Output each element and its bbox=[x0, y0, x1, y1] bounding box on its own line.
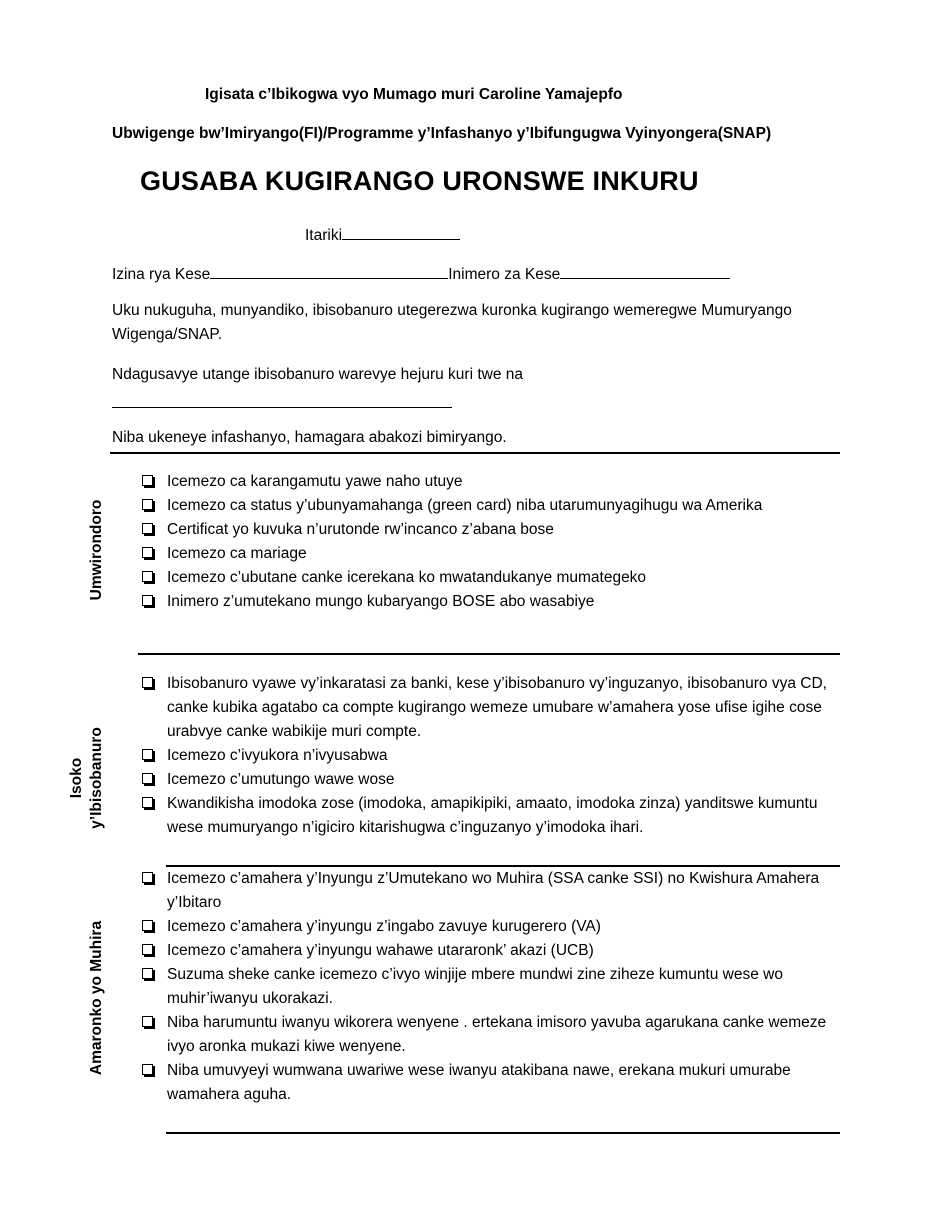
return-to-field[interactable] bbox=[112, 392, 452, 408]
checkbox-icon[interactable] bbox=[142, 1064, 153, 1075]
agency-name: Igisata c’Ibikogwa vyo Mumago muri Caroline Yamajepfo bbox=[205, 86, 623, 103]
case-number-label: Inimero za Kese bbox=[448, 266, 561, 283]
checklist-item[interactable]: Icemezo c’umutungo wawe wose bbox=[140, 768, 840, 792]
request-paragraph: Ndagusavye utange ibisobanuro warevye hejuru kuri twe na bbox=[112, 366, 523, 383]
checkbox-icon[interactable] bbox=[142, 1016, 153, 1027]
checkbox-icon[interactable] bbox=[142, 944, 153, 955]
checklist-item[interactable]: Inimero z’umutekano mungo kubaryango BOSE abo wasabiye bbox=[140, 590, 840, 614]
checklist-item[interactable]: Icemezo c’amahera y’inyungu z’ingabo zavuye kurugerero (VA) bbox=[140, 915, 840, 939]
checkbox-icon[interactable] bbox=[142, 571, 153, 582]
intro-paragraph: Uku nukuguha, munyandiko, ibisobanuro utegerezwa kuronka kugirango wemeregwe Mumuryango Wigenga/SNAP. bbox=[112, 302, 792, 343]
divider bbox=[110, 452, 840, 454]
date-label: Itariki bbox=[305, 227, 343, 244]
checkbox-icon[interactable] bbox=[142, 797, 153, 808]
checklist-item[interactable]: Icemezo c’amahera y’Inyungu z’Umutekano wo Muhira (SSA canke SSI) no Kwishura Amahera y’Ibitaro bbox=[140, 867, 840, 915]
checkbox-icon[interactable] bbox=[142, 547, 153, 558]
identity-checklist bbox=[140, 470, 840, 614]
income-checklist bbox=[140, 867, 840, 1107]
sources-checklist bbox=[140, 672, 840, 840]
divider bbox=[166, 1132, 840, 1134]
checklist-item[interactable]: Icemezo c’amahera y’inyungu wahawe utararonk’ akazi (UCB) bbox=[140, 939, 840, 963]
case-name-field[interactable] bbox=[210, 263, 448, 279]
checkbox-icon[interactable] bbox=[142, 595, 153, 606]
checklist-item[interactable]: Icemezo c’ivyukora n’ivyusabwa bbox=[140, 744, 840, 768]
checkbox-icon[interactable] bbox=[142, 773, 153, 784]
checklist-item[interactable]: Icemezo ca karangamutu yawe naho utuye bbox=[140, 470, 840, 494]
date-field[interactable] bbox=[342, 224, 460, 240]
checklist-item[interactable]: Niba umuvyeyi wumwana uwariwe wese iwanyu atakibana nawe, erekana mukuri umurabe wamahera aguha. bbox=[140, 1059, 840, 1107]
date-row bbox=[305, 224, 460, 245]
program-name: Ubwigenge bw’Imiryango(FI)/Programme y’Infashanyo y’Ibifungugwa Vyinyongera(SNAP) bbox=[112, 125, 772, 142]
checkbox-icon[interactable] bbox=[142, 920, 153, 931]
case-name-label: Izina rya Kese bbox=[112, 266, 211, 283]
section-label-identity: Umwirondoro bbox=[88, 499, 105, 601]
checkbox-icon[interactable] bbox=[142, 523, 153, 534]
checklist-item[interactable]: Icemezo ca status y’ubunyamahanga (green card) niba utarumunyagihugu wa Amerika bbox=[140, 494, 840, 518]
help-paragraph: Niba ukeneye infashanyo, hamagara abakozi bimiryango. bbox=[112, 429, 507, 446]
checklist-item[interactable]: Niba harumuntu iwanyu wikorera wenyene . ertekana imisoro yavuba agarukana canke wemeze ivyo aronka mukazi kiwe wenyene. bbox=[140, 1011, 840, 1059]
divider bbox=[138, 653, 840, 655]
checkbox-icon[interactable] bbox=[142, 499, 153, 510]
checklist-item[interactable]: Ibisobanuro vyawe vy’inkaratasi za banki, kese y’ibisobanuro vy’inguzanyo, ibisobanuro vya CD, canke kubika agatabo ca compte kugirango wemeze umubare w’amahera yose ufise igihe cose urabvye canke wabikije muri compte. bbox=[140, 672, 840, 744]
checklist-item[interactable]: Icemezo c’ubutane canke icerekana ko mwatandukanye mumategeko bbox=[140, 566, 840, 590]
checkbox-icon[interactable] bbox=[142, 968, 153, 979]
checkbox-icon[interactable] bbox=[142, 677, 153, 688]
page-title: GUSABA KUGIRANGO URONSWE INKURU bbox=[140, 166, 699, 196]
checklist-item[interactable]: Icemezo ca mariage bbox=[140, 542, 840, 566]
case-number-field[interactable] bbox=[560, 263, 730, 279]
checklist-item[interactable]: Kwandikisha imodoka zose (imodoka, amapikipiki, amaato, imodoka zinza) yanditswe kumuntu wese mumuryango n’igiciro kitarishugwa c’inguzanyo y’imodoka ihari. bbox=[140, 792, 840, 840]
checklist-item[interactable]: Suzuma sheke canke icemezo c’ivyo winjije mbere mundwi zine ziheze kumuntu wese wo muhir’iwanyu ukorakazi. bbox=[140, 963, 840, 1011]
checkbox-icon[interactable] bbox=[142, 475, 153, 486]
section-label-sources: Isoko y’Ibisobanuro bbox=[68, 727, 105, 829]
section-label-income: Amaronko yo Muhira bbox=[88, 920, 105, 1076]
checkbox-icon[interactable] bbox=[142, 872, 153, 883]
checkbox-icon[interactable] bbox=[142, 749, 153, 760]
checklist-item[interactable]: Certificat yo kuvuka n’urutonde rw’incanco z’abana bose bbox=[140, 518, 840, 542]
case-row bbox=[112, 263, 730, 284]
